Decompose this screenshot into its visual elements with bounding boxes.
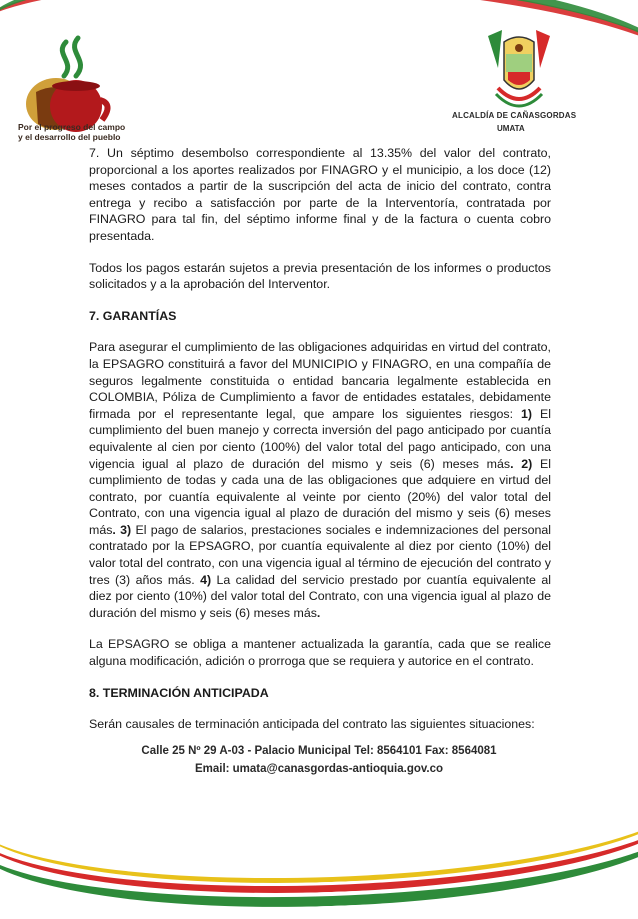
- paragraph-epsagro-obligation: La EPSAGRO se obliga a mantener actualizada la garantía, cada que se realice alguna modificación, adición o prorroga que se requiera y autorice en el contrato.: [89, 637, 551, 669]
- section-heading-garantias: 7. GARANTÍAS: [89, 308, 177, 323]
- garantia-3: El pago de salarios, prestaciones sociales e indemnizaciones del personal contratado por la EPSAGRO, por cuantía equivalente al diez por ciento (10%) del valor total del contrato, con una vigencia igual al término de ejecución del contrato y tres (3) años más.: [89, 522, 551, 587]
- paragraph-payments-conditions: Todos los pagos estarán sujetos a previa presentación de los informes o productos solicitados y a la aprobación del Interventor.: [89, 260, 551, 292]
- header-tagline: [18, 122, 125, 142]
- footer-email: Email: umata@canasgordas-antioquia.gov.co: [194, 763, 444, 775]
- tagline-line-2: y el desarrollo del pueblo: [18, 132, 121, 142]
- item-number-1: 1): [521, 406, 533, 421]
- item-number-4: 4): [200, 572, 212, 587]
- tagline-line-1: Por el progreso del campo: [18, 122, 126, 132]
- paragraph-seventh-payment: 7. Un séptimo desembolso correspondiente al 13.35% del valor del contrato, proporcional a los aportes realizados por FINAGRO y el municipio, a los doce (12) meses contados a partir de la suscripción del acta de inicio del contrato, contra entrega y recibo a satisfacción por parte de la Interventoría, contratada por FINAGRO para tal fin, del séptimo informe final y de la factura o cuenta cobro presentada.: [89, 146, 551, 243]
- document-body: [89, 145, 551, 748]
- item-number-3: . 3): [112, 522, 132, 537]
- section-heading-terminacion: 8. TERMINACIÓN ANTICIPADA: [89, 685, 269, 700]
- garantia-2: El cumplimiento de todas y cada una de las obligaciones que adquiere en virtud del contrato, por cuantía equivalente al veinte por ciento (20%) del valor total del Contrato, con una vigencia igual al plazo de duración del mismo y seis (6) meses más: [89, 456, 551, 537]
- paragraph-garantias: [89, 339, 551, 621]
- paragraph-terminacion: Serán causales de terminación anticipada del contrato las siguientes situaciones:: [89, 717, 535, 732]
- alcaldia-label: ALCALDÍA DE CAÑASGORDAS: [452, 111, 577, 120]
- umata-label: UMATA: [497, 124, 525, 133]
- municipal-shield-logo: [484, 28, 554, 118]
- garantia-1: El cumplimiento del buen manejo y correcta inversión del pago anticipado por cuantía equivalente al cien por ciento (100%) del valor total del pago anticipado, con una vigencia igual al plazo de duración del mismo y seis (6) meses más: [89, 406, 551, 471]
- garantia-end-period: .: [316, 605, 321, 620]
- footer-address: Calle 25 Nº 29 A-03 - Palacio Municipal Tel: 8564101 Fax: 8564081: [141, 745, 497, 757]
- item-number-2: . 2): [510, 456, 533, 471]
- garantias-intro: Para asegurar el cumplimiento de las obligaciones adquiridas en virtud del contrato, la EPSAGRO constituirá a favor del MUNICIPIO y FINAGRO, en una compañía de seguros legalmente constituida o entidad bancaria legalmente establecida en COLOMBIA, Póliza de Cumplimiento a favor de entidades estatales, debidamente firmada por el representante legal, que ampare los siguientes riesgos:: [89, 340, 551, 421]
- garantia-4: La calidad del servicio prestado por cuantía equivalente al diez por ciento (10%) del valor total del Contrato, con una vigencia igual al plazo de duración del mismo y seis (6) meses más: [89, 572, 551, 620]
